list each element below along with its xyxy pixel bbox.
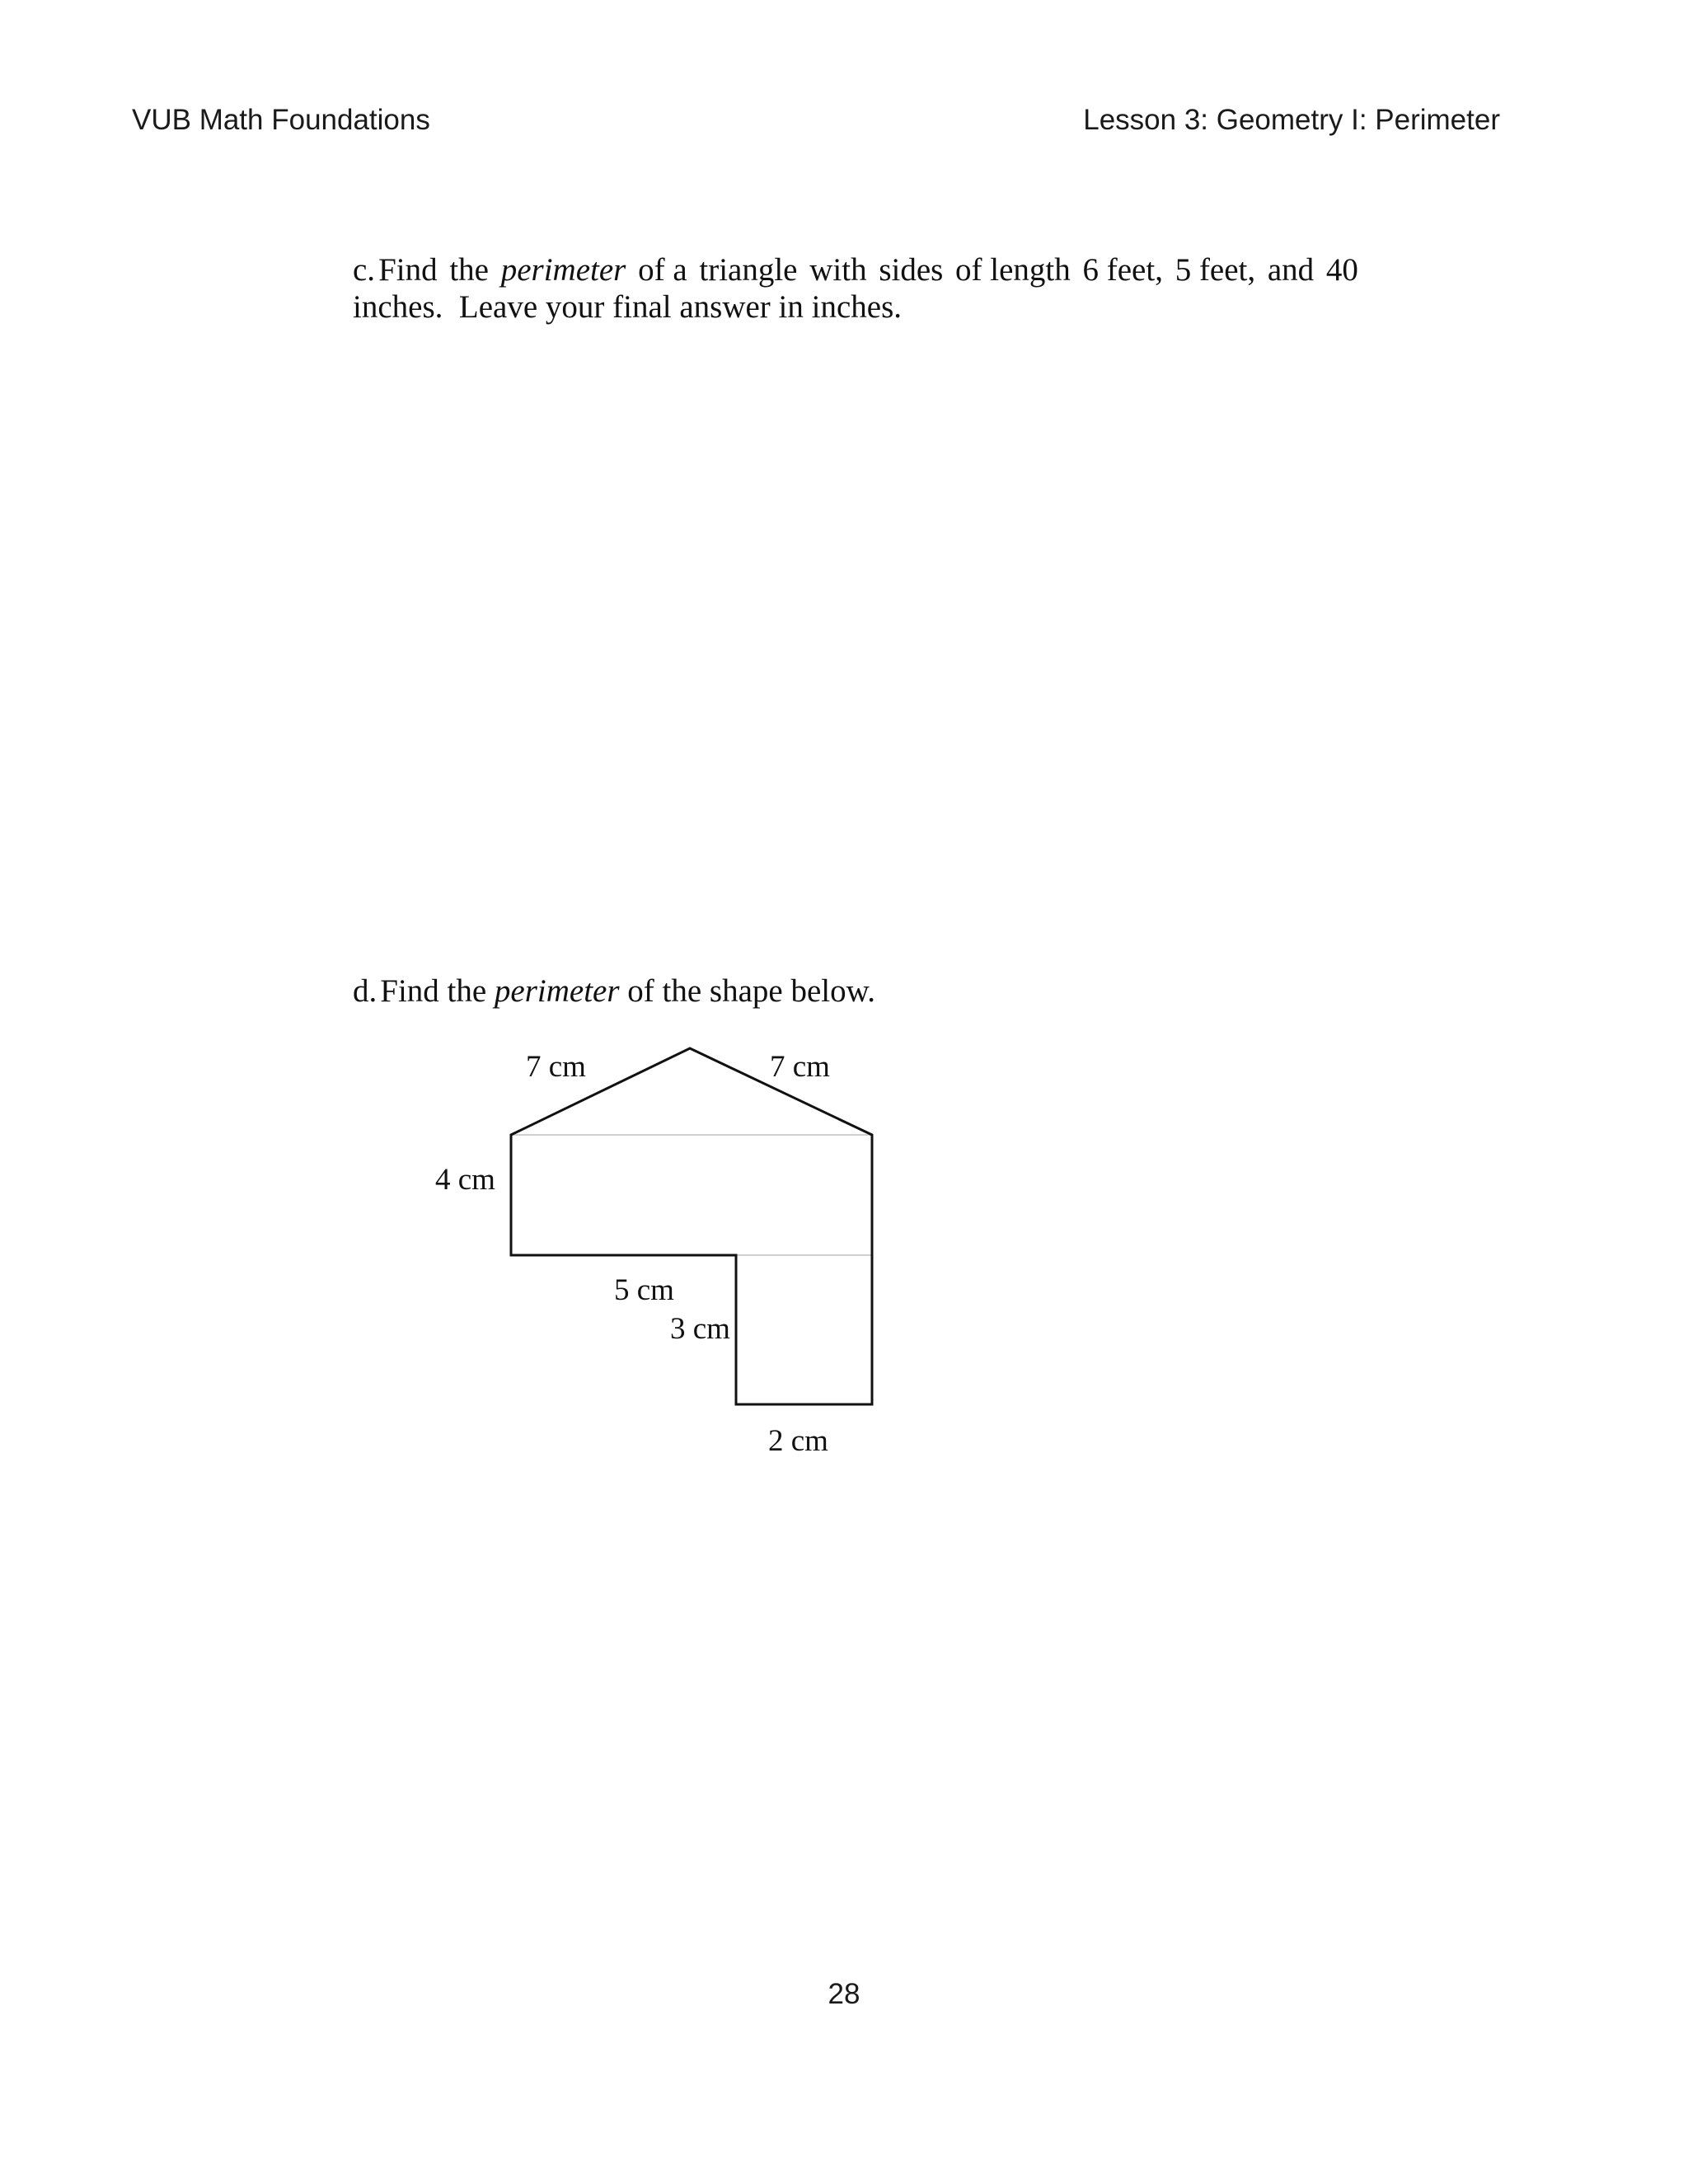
label-inner-side: 3 cm: [670, 1312, 730, 1346]
shape-figure: [404, 1030, 898, 1492]
problem-c-word: of length: [955, 252, 1071, 288]
label-middle-side: 5 cm: [614, 1273, 674, 1307]
problem-c-word: and: [1267, 252, 1315, 288]
label-bottom-side: 2 cm: [768, 1424, 828, 1458]
problem-d-text-before: Find the: [380, 973, 495, 1009]
header-course-title: VUB Math Foundations: [132, 104, 430, 136]
problem-d: [353, 972, 1358, 1010]
problem-c-line-2: inches. Leave your final answer in inches.: [353, 289, 903, 325]
problem-c-word: 6 feet,: [1082, 252, 1163, 288]
problem-c-word: 40: [1325, 252, 1358, 288]
problem-c: [353, 251, 1358, 326]
problem-c-word: the: [449, 252, 489, 288]
shape-outline: [511, 1048, 872, 1404]
problem-c-line-1: [353, 251, 1358, 288]
header-lesson-title: Lesson 3: Geometry I: Perimeter: [1083, 104, 1500, 136]
problem-c-word: with: [809, 252, 867, 288]
page-number: 28: [828, 1978, 860, 2010]
problem-c-word: 5 feet,: [1175, 252, 1256, 288]
problem-c-word: Find: [378, 252, 438, 288]
label-top-right-side: 7 cm: [770, 1050, 830, 1084]
problem-c-term: perimeter: [500, 252, 626, 288]
problem-d-letter: d.: [353, 973, 377, 1009]
problem-c-word: sides: [879, 252, 944, 288]
problem-c-word: [353, 251, 438, 288]
problem-c-letter: c.: [353, 252, 376, 288]
label-top-left-side: 7 cm: [526, 1050, 586, 1084]
problem-c-word: of a: [638, 252, 687, 288]
problem-d-text-after: of the shape below.: [619, 973, 876, 1009]
shape-diagram: [404, 1030, 898, 1492]
problem-d-term: perimeter: [494, 973, 620, 1009]
problem-c-word: triangle: [699, 252, 798, 288]
label-left-side: 4 cm: [435, 1163, 495, 1197]
